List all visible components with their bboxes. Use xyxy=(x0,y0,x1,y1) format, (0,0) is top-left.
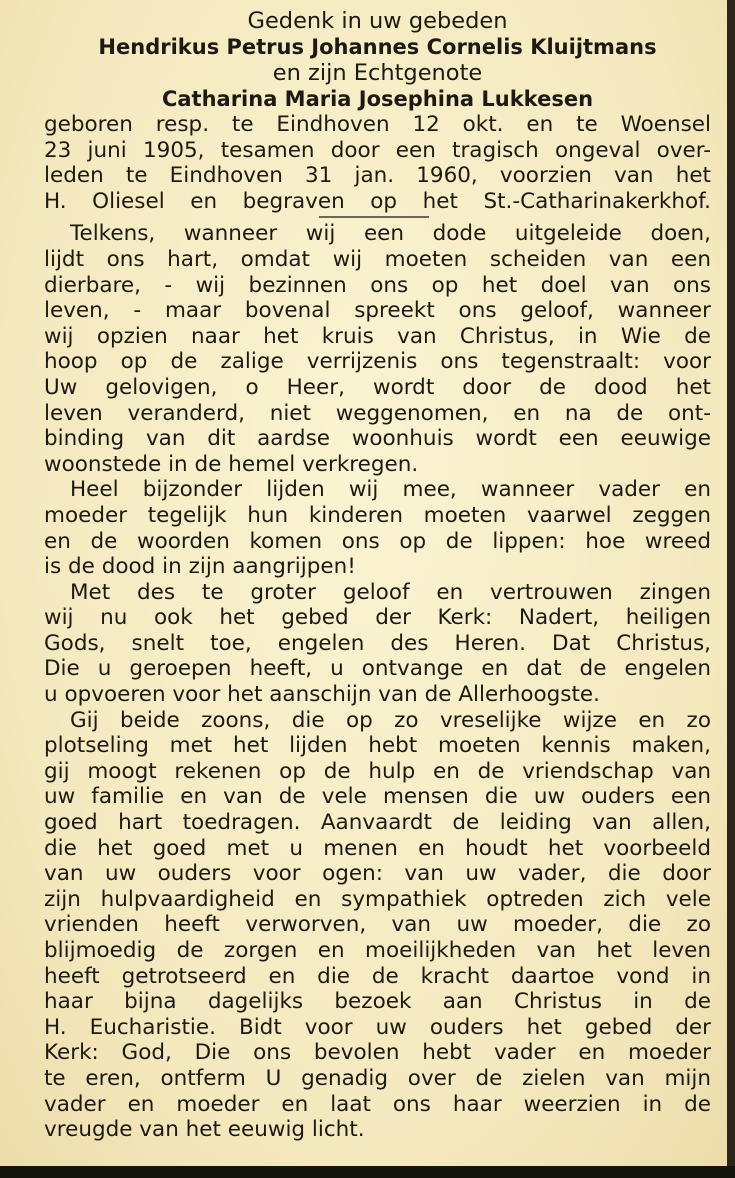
paragraph xyxy=(44,580,711,708)
paragraph-line: u opvoeren voor het aanschijn van de Allerhoogste. xyxy=(44,682,600,708)
paragraph-line: van uw ouders voor ogen: van uw vader, die door xyxy=(44,861,711,887)
paragraph-line: vrienden heeft verworven, van uw moeder, die zo xyxy=(44,912,711,938)
paragraph-line: Die u geroepen heeft, u ontvange en dat de engelen xyxy=(44,656,711,682)
memorial-text xyxy=(44,221,711,1142)
intro-line: H. Oliesel en begraven op het St.-Catharinakerkhof. xyxy=(44,188,711,214)
paragraph-line: moeder tegelijk hun kinderen moeten vaarwel zeggen xyxy=(44,502,711,528)
husband-name: Hendrikus Petrus Johannes Cornelis Kluijtmans xyxy=(98,35,657,59)
paragraph-line: Met des te groter geloof en vertrouwen zingen xyxy=(70,579,711,605)
paragraph-line: woonstede in de hemel verkregen. xyxy=(44,451,419,477)
wife-name: Catharina Maria Josephina Lukkesen xyxy=(161,87,594,111)
paragraph-line: vader en moeder en laat ons haar weerzien in de xyxy=(44,1091,711,1117)
paragraph-line: vreugde van het eeuwig licht. xyxy=(44,1117,365,1143)
paragraph-line: Kerk: God, Die ons bevolen hebt vader en moeder xyxy=(44,1040,711,1066)
paragraph-line: Heel bijzonder lijden wij mee, wanneer vader en xyxy=(70,477,711,503)
paragraph-line: plotseling met het lijden hebt moeten kennis maken, xyxy=(44,733,711,759)
card-edge-shadow xyxy=(727,0,735,1178)
paragraph-line: lijdt ons hart, omdat wij moeten scheiden van een xyxy=(44,246,711,272)
intro-line: leden te Eindhoven 31 jan. 1960, voorzien van het xyxy=(44,163,711,189)
paragraph-line: Uw gelovigen, o Heer, wordt door de dood het xyxy=(44,374,711,400)
paragraph-line: hoop op de zalige verrijzenis ons tegenstraalt: voor xyxy=(44,349,711,375)
paragraph-line: Gods, snelt toe, engelen des Heren. Dat Christus, xyxy=(44,630,711,656)
paragraph-line: H. Eucharistie. Bidt voor uw ouders het gebed der xyxy=(44,1014,711,1040)
card-bottom-shadow xyxy=(0,1166,735,1178)
paragraph xyxy=(44,477,711,579)
paragraph-line: heeft getrotseerd en die de kracht daartoe vond in xyxy=(44,963,711,989)
paragraph-line: binding van dit aardse woonhuis wordt een eeuwige xyxy=(44,426,711,452)
paragraph-line: gij moogt rekenen op de hulp en de vriendschap van xyxy=(44,758,711,784)
paragraph-line: blijmoedig de zorgen en moeilijkheden van het leven xyxy=(44,938,711,963)
paragraph-line: uw familie en van de vele mensen die uw ouders een xyxy=(44,784,711,810)
paragraph-line: en de woorden komen ons op de lippen: hoe wreed xyxy=(44,528,711,554)
paragraph xyxy=(44,221,711,477)
paragraph-line: Gij beide zoons, die op zo vreselijke wijze en zo xyxy=(70,707,711,733)
paragraph-line: is de dood in zijn aangrijpen! xyxy=(44,554,356,580)
paragraph-line: leven veranderd, niet weggenomen, en na de ont- xyxy=(44,400,711,426)
paragraph-line: goed hart toedragen. Aanvaardt de leiding van allen, xyxy=(44,810,711,836)
paragraph-line: dierbare, - wij bezinnen ons op het doel van ons xyxy=(44,272,711,298)
birth-death-details xyxy=(44,112,711,214)
paragraph-line: die het goed met u menen en houdt het voorbeeld xyxy=(44,835,711,861)
paragraph-line: te eren, ontferm U genadig over de zielen van mijn xyxy=(44,1065,711,1091)
paragraph-line: wij nu ook het gebed der Kerk: Nadert, heiligen xyxy=(44,605,711,631)
paragraph-line: zijn hulpvaardigheid en sympathiek optreden zich vele xyxy=(44,886,711,912)
intro-line: geboren resp. te Eindhoven 12 okt. en te Woensel xyxy=(44,112,711,137)
paragraph-line: Telkens, wanneer wij een dode uitgeleide doen, xyxy=(70,221,711,247)
paragraph xyxy=(44,708,711,1143)
divider-rule xyxy=(319,216,429,218)
spouse-connector: en zijn Echtgenote xyxy=(272,60,483,86)
paragraph-line: haar bijna dagelijks bezoek aan Christus in de xyxy=(44,989,711,1015)
prayer-heading: Gedenk in uw gebeden xyxy=(247,8,508,34)
paragraph-line: leven, - maar bovenal spreekt ons geloof, wanneer xyxy=(44,298,711,324)
paragraph-line: wij opzien naar het kruis van Christus, in Wie de xyxy=(44,323,711,349)
intro-line: 23 juni 1905, tesamen door een tragisch ongeval over- xyxy=(44,137,711,163)
